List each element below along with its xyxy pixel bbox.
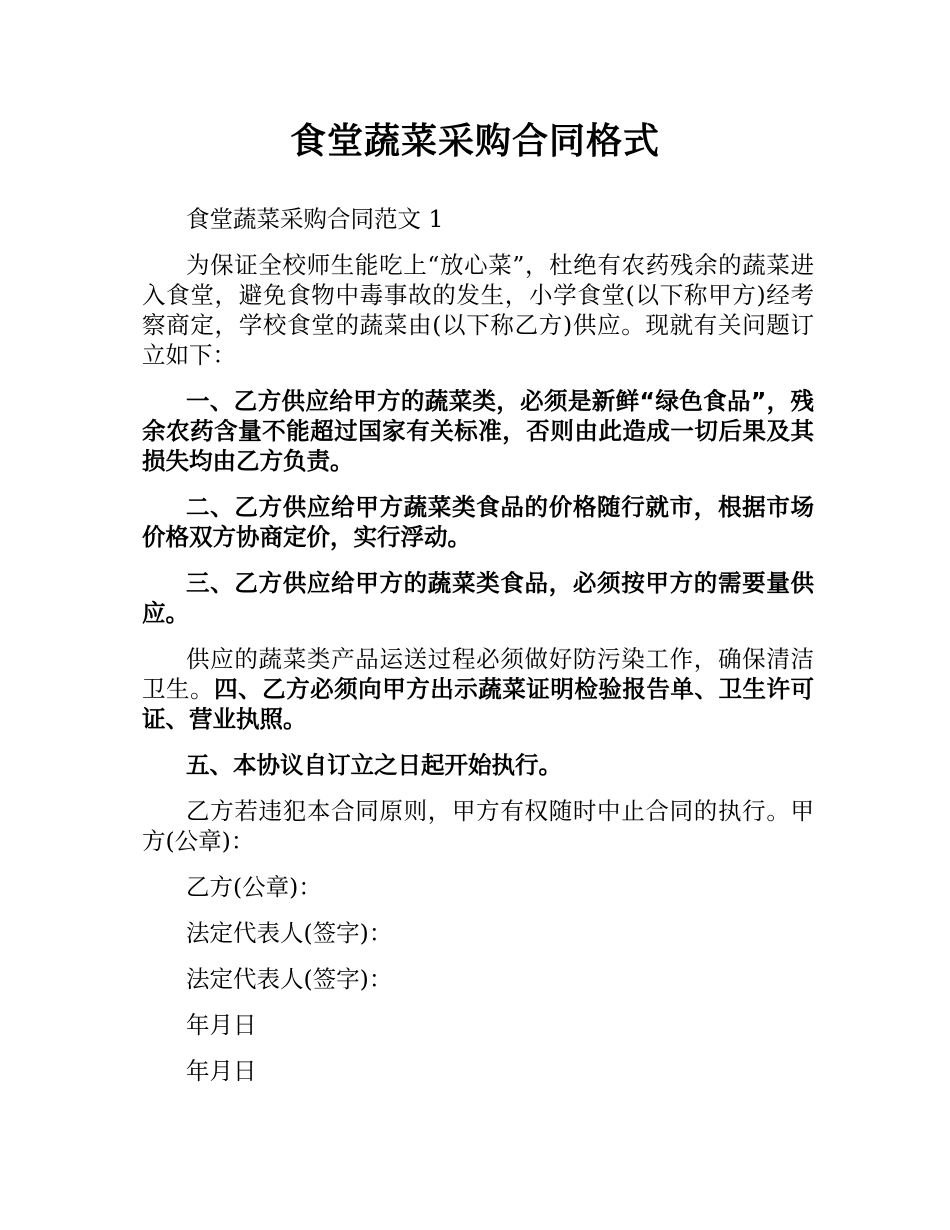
legal-rep-1: 法定代表人(签字)： [186, 919, 393, 947]
clause-5: 五、本协议自订立之日起开始执行。 [186, 751, 562, 779]
party-b-seal: 乙方(公章)： [186, 873, 322, 901]
contract-heading: 食堂蔬菜采购合同范文 1 [186, 205, 444, 233]
document-title: 食堂蔬菜采购合同格式 [289, 121, 660, 162]
date-1: 年月日 [186, 1011, 257, 1039]
clause-1: 一、乙方供应给甲方的蔬菜类，必须是新鲜“绿色食品”，残余农药含量不能超过国家有关标准，否则由此造成一切后果及其损失均由乙方负责。 [142, 387, 814, 475]
document-body [142, 204, 814, 1102]
legal-rep-2: 法定代表人(签字)： [186, 965, 393, 993]
transport-text: 供应的蔬菜类产品运送过程必须做好防污染工作，确保清洁卫生。 [142, 645, 814, 703]
clause-4: 四、乙方必须向甲方出示蔬菜证明检验报告单、卫生许可证、营业执照。 [142, 675, 815, 733]
transport-paragraph [142, 644, 814, 734]
breach-paragraph: 乙方若违犯本合同原则，甲方有权随时中止合同的执行。甲方(公章)： [142, 797, 814, 855]
intro-paragraph: 为保证全校师生能吃上“放心菜”，杜绝有农药残余的蔬菜进入食堂，避免食物中毒事故的发生，小学食堂(以下称甲方)经考察商定，学校食堂的蔬菜由(以下称乙方)供应。现就有关问题订立如下： [142, 251, 814, 369]
clause-2: 二、乙方供应给甲方蔬菜类食品的价格随行就市，根据市场价格双方协商定价，实行浮动。 [142, 493, 814, 551]
date-2: 年月日 [186, 1057, 257, 1085]
clause-3: 三、乙方供应给甲方的蔬菜类食品，必须按甲方的需要量供应。 [142, 569, 814, 627]
